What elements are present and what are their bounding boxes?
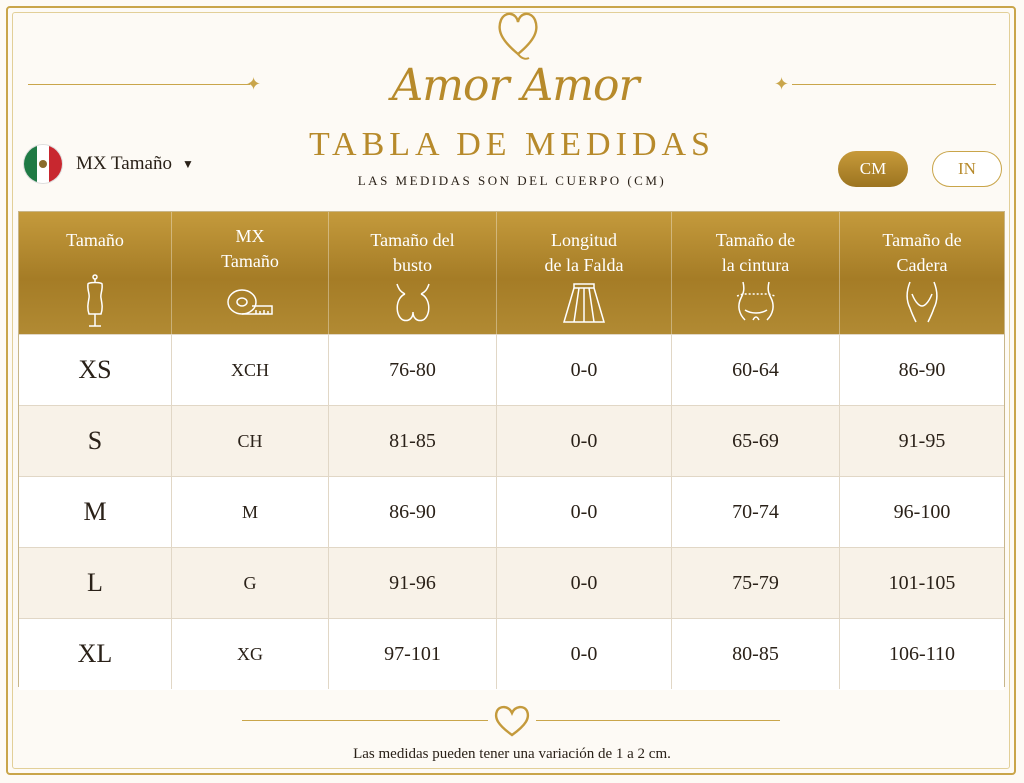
header-divider-right: [792, 84, 996, 85]
country-size-select[interactable]: [24, 145, 194, 183]
cell-hip: 101-105: [888, 571, 956, 594]
table-row: [19, 405, 1004, 477]
table-row: [19, 618, 1004, 690]
column-label: MX Tamaño: [221, 226, 279, 271]
cell-skirt-length: 0-0: [497, 335, 672, 405]
mexico-flag-icon: [24, 145, 62, 183]
caret-down-icon: ▼: [181, 156, 194, 171]
cell-bust: 86-90: [329, 477, 497, 547]
waist-icon: [733, 280, 779, 324]
cell-waist: 65-69: [672, 406, 840, 476]
cell-hip: 91-95: [898, 429, 946, 452]
sparkle-icon: ✦: [774, 74, 790, 94]
header-divider-left: [28, 84, 250, 85]
cell-hip: 106-110: [889, 642, 955, 665]
country-size-label: MX Tamaño: [76, 153, 172, 174]
column-label: Tamaño: [66, 230, 124, 250]
sparkle-icon: ✦: [246, 74, 262, 94]
cell-hip: 96-100: [893, 500, 951, 523]
page-title: TABLA DE MEDIDAS: [309, 126, 715, 163]
cell-size: XL: [19, 619, 172, 689]
brand-logo: [390, 6, 640, 126]
dress-form-icon: [80, 274, 110, 328]
skirt-icon: [562, 282, 606, 324]
column-header-bust: [329, 212, 497, 334]
cell-size: M: [19, 477, 172, 547]
table-row: [19, 476, 1004, 548]
cell-skirt-length: 0-0: [497, 619, 672, 689]
column-label: Tamaño de la cintura: [715, 230, 796, 275]
heart-icon: [488, 699, 536, 743]
cell-skirt-length: 0-0: [497, 548, 672, 618]
column-label: Tamaño de Cadera: [882, 230, 962, 275]
cell-bust: 81-85: [329, 406, 497, 476]
column-header-size: [19, 212, 172, 334]
column-header-hip: [840, 212, 1004, 334]
column-label: Tamaño del busto: [370, 230, 455, 275]
table-row: [19, 334, 1004, 406]
cell-skirt-length: 0-0: [497, 477, 672, 547]
cell-waist: 80-85: [672, 619, 840, 689]
cell-waist: 70-74: [672, 477, 840, 547]
footer-divider-right: [536, 720, 780, 721]
cell-bust: 91-96: [329, 548, 497, 618]
footer-divider-left: [242, 720, 488, 721]
cell-mx-size: XCH: [172, 335, 329, 405]
table-row: [19, 547, 1004, 619]
cell-size: S: [19, 406, 172, 476]
cell-bust: 97-101: [329, 619, 497, 689]
table-header: [19, 212, 1004, 334]
variation-note: Las medidas pueden tener una variación de 1 a 2 cm.: [353, 746, 671, 762]
brand-name: Amor Amor: [391, 60, 639, 111]
measuring-tape-icon: [226, 286, 274, 320]
column-header-waist: [672, 212, 840, 334]
cell-hip: 86-90: [898, 358, 946, 381]
cell-size: XS: [19, 335, 172, 405]
unit-in-button[interactable]: IN: [932, 151, 1002, 187]
cell-mx-size: CH: [172, 406, 329, 476]
cell-size: L: [19, 548, 172, 618]
column-header-skirt-length: [497, 212, 672, 334]
column-label: Longitud de la Falda: [544, 230, 624, 275]
hip-icon: [902, 280, 942, 324]
cell-mx-size: G: [172, 548, 329, 618]
cell-skirt-length: 0-0: [497, 406, 672, 476]
bust-icon: [391, 282, 435, 324]
cell-mx-size: XG: [172, 619, 329, 689]
page-subtitle: LAS MEDIDAS SON DEL CUERPO (CM): [357, 173, 667, 188]
column-header-mx-size: [172, 212, 329, 334]
unit-cm-button[interactable]: CM: [838, 151, 908, 187]
cell-waist: 60-64: [672, 335, 840, 405]
heart-logo-icon: [495, 6, 541, 62]
cell-waist: 75-79: [672, 548, 840, 618]
cell-bust: 76-80: [329, 335, 497, 405]
size-table: [18, 211, 1005, 687]
cell-mx-size: M: [172, 477, 329, 547]
